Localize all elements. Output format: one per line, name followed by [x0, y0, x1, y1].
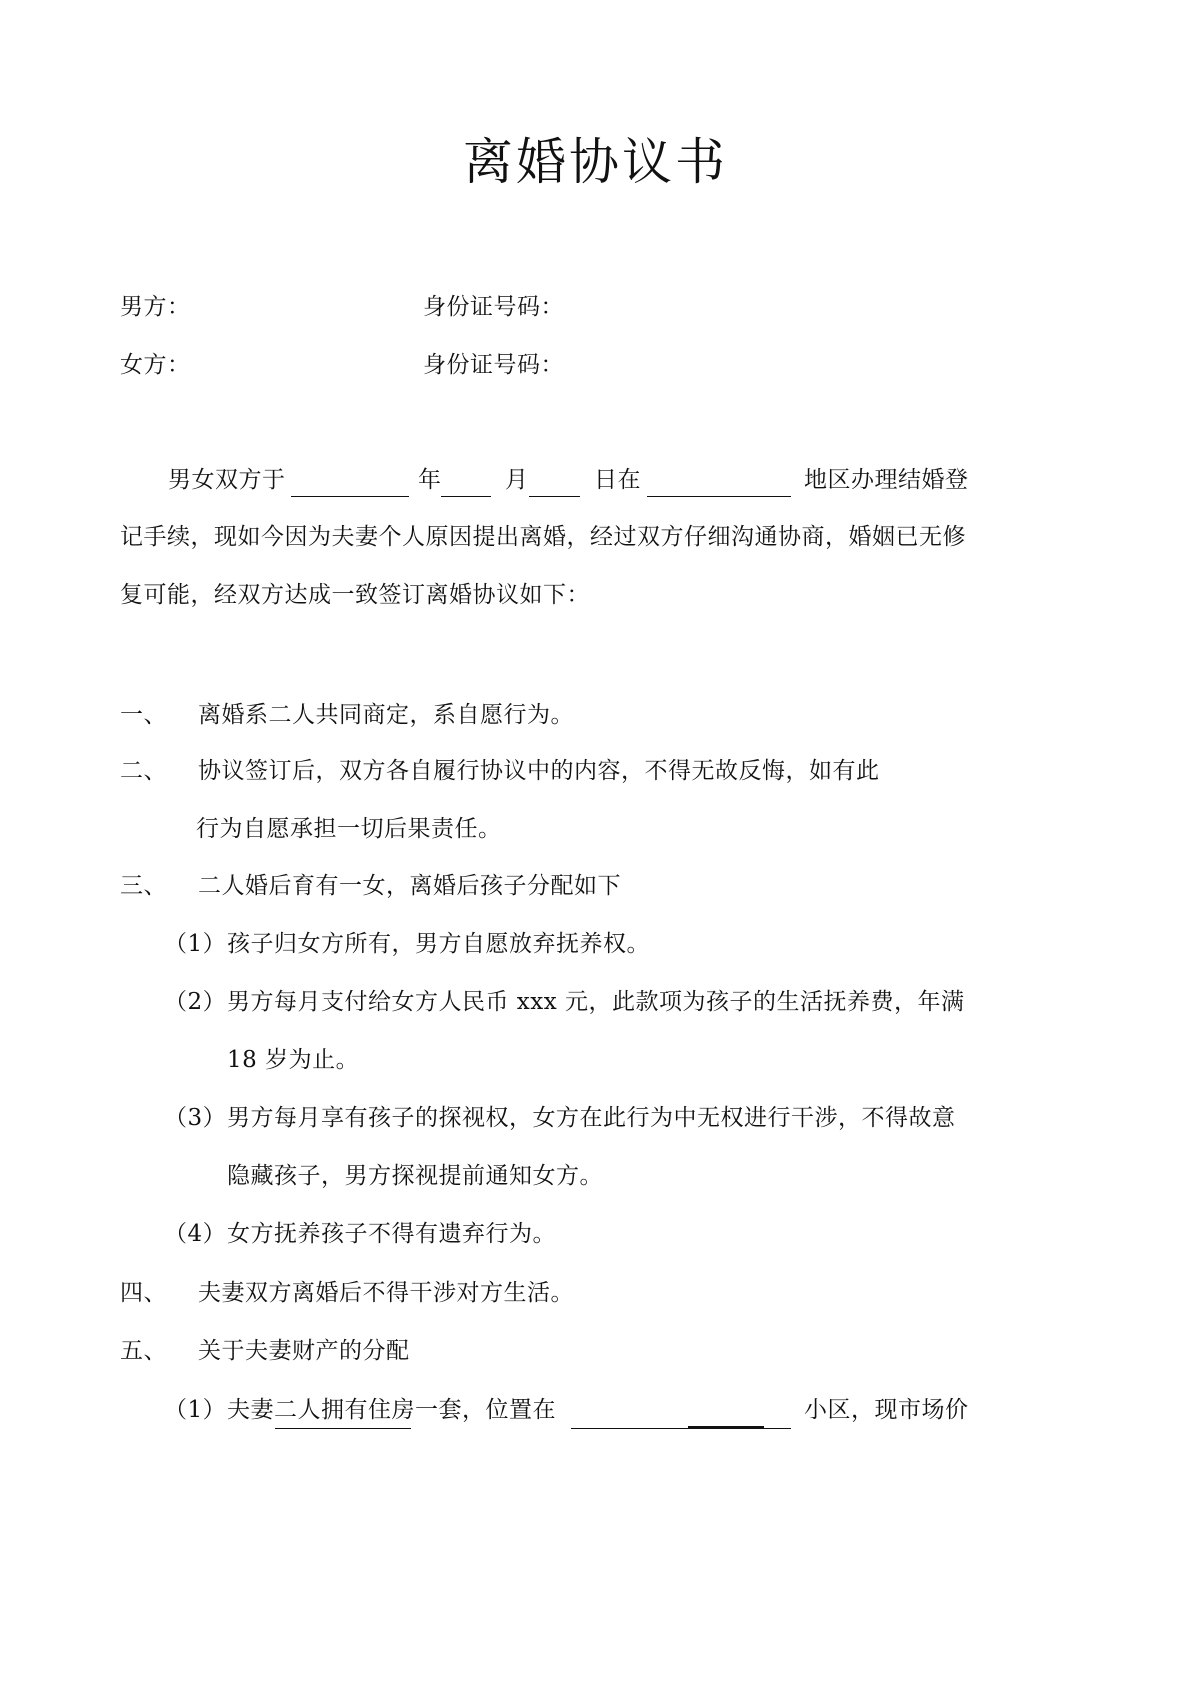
clause-2-number: 二、 [120, 758, 167, 784]
clause-3-1-text: 孩子归女方所有，男方自愿放弃抚养权。 [227, 931, 650, 957]
clause-5-1-suffix: 小区，现市场价 [804, 1397, 969, 1423]
clause-3-text: 二人婚后育有一女，离婚后孩子分配如下 [198, 873, 621, 899]
intro-line-2: 记手续，现如今因为夫妻个人原因提出离婚，经过双方仔细沟通协商，婚姻已无修 [120, 524, 966, 550]
clause-2-continuation: 行为自愿承担一切后果责任。 [196, 816, 502, 842]
clause-3-2-text: 男方每月支付给女方人民币 xxx 元，此款项为孩子的生活抚养费，年满 [227, 989, 965, 1015]
intro-day-at: 日在 [594, 467, 641, 493]
blank-location-line-overlay [688, 1426, 764, 1428]
clause-3-3-number: （3） [164, 1105, 227, 1131]
clause-2-text: 协议签订后，双方各自履行协议中的内容，不得无故反悔，如有此 [198, 758, 880, 784]
blank-year-line [441, 496, 491, 497]
blank-underline-names [275, 1428, 411, 1429]
document-title: 离婚协议书 [463, 133, 728, 191]
clause-1-number: 一、 [120, 702, 167, 728]
clause-5-1-number: （1） [164, 1397, 227, 1423]
intro-region-suffix: 地区办理结婚登 [804, 467, 969, 493]
blank-location-line [571, 1428, 791, 1429]
male-label: 男方： [120, 294, 191, 320]
clause-3-4-text: 女方抚养孩子不得有遗弃行为。 [227, 1221, 556, 1247]
blank-region-line [647, 496, 791, 497]
clause-3-3-text: 男方每月享有孩子的探视权，女方在此行为中无权进行干涉，不得故意 [227, 1105, 956, 1131]
male-id-label: 身份证号码： [423, 294, 564, 320]
clause-3-4-number: （4） [164, 1221, 227, 1247]
clause-5-text: 关于夫妻财产的分配 [198, 1338, 410, 1364]
female-id-label: 身份证号码： [423, 352, 564, 378]
clause-3-2-number: （2） [164, 989, 227, 1015]
clause-3-1-number: （1） [164, 931, 227, 957]
clause-1-text: 离婚系二人共同商定，系自愿行为。 [198, 702, 574, 728]
intro-prefix: 男女双方于 [168, 467, 286, 493]
blank-month-line [529, 496, 580, 497]
intro-month: 月 [505, 467, 529, 493]
clause-3-2-continuation: 18 岁为止。 [227, 1047, 360, 1073]
clause-5-1-text: 夫妻二人拥有住房一套，位置在 [227, 1397, 556, 1423]
clause-3-3-continuation: 隐藏孩子，男方探视提前通知女方。 [227, 1163, 603, 1189]
female-label: 女方： [120, 352, 191, 378]
clause-4-number: 四、 [120, 1280, 167, 1306]
blank-date-line [291, 496, 409, 497]
clause-3-number: 三、 [120, 873, 167, 899]
intro-year: 年 [418, 467, 442, 493]
clause-5-number: 五、 [120, 1338, 167, 1364]
clause-4-text: 夫妻双方离婚后不得干涉对方生活。 [198, 1280, 574, 1306]
intro-line-3: 复可能，经双方达成一致签订离婚协议如下： [120, 582, 590, 608]
